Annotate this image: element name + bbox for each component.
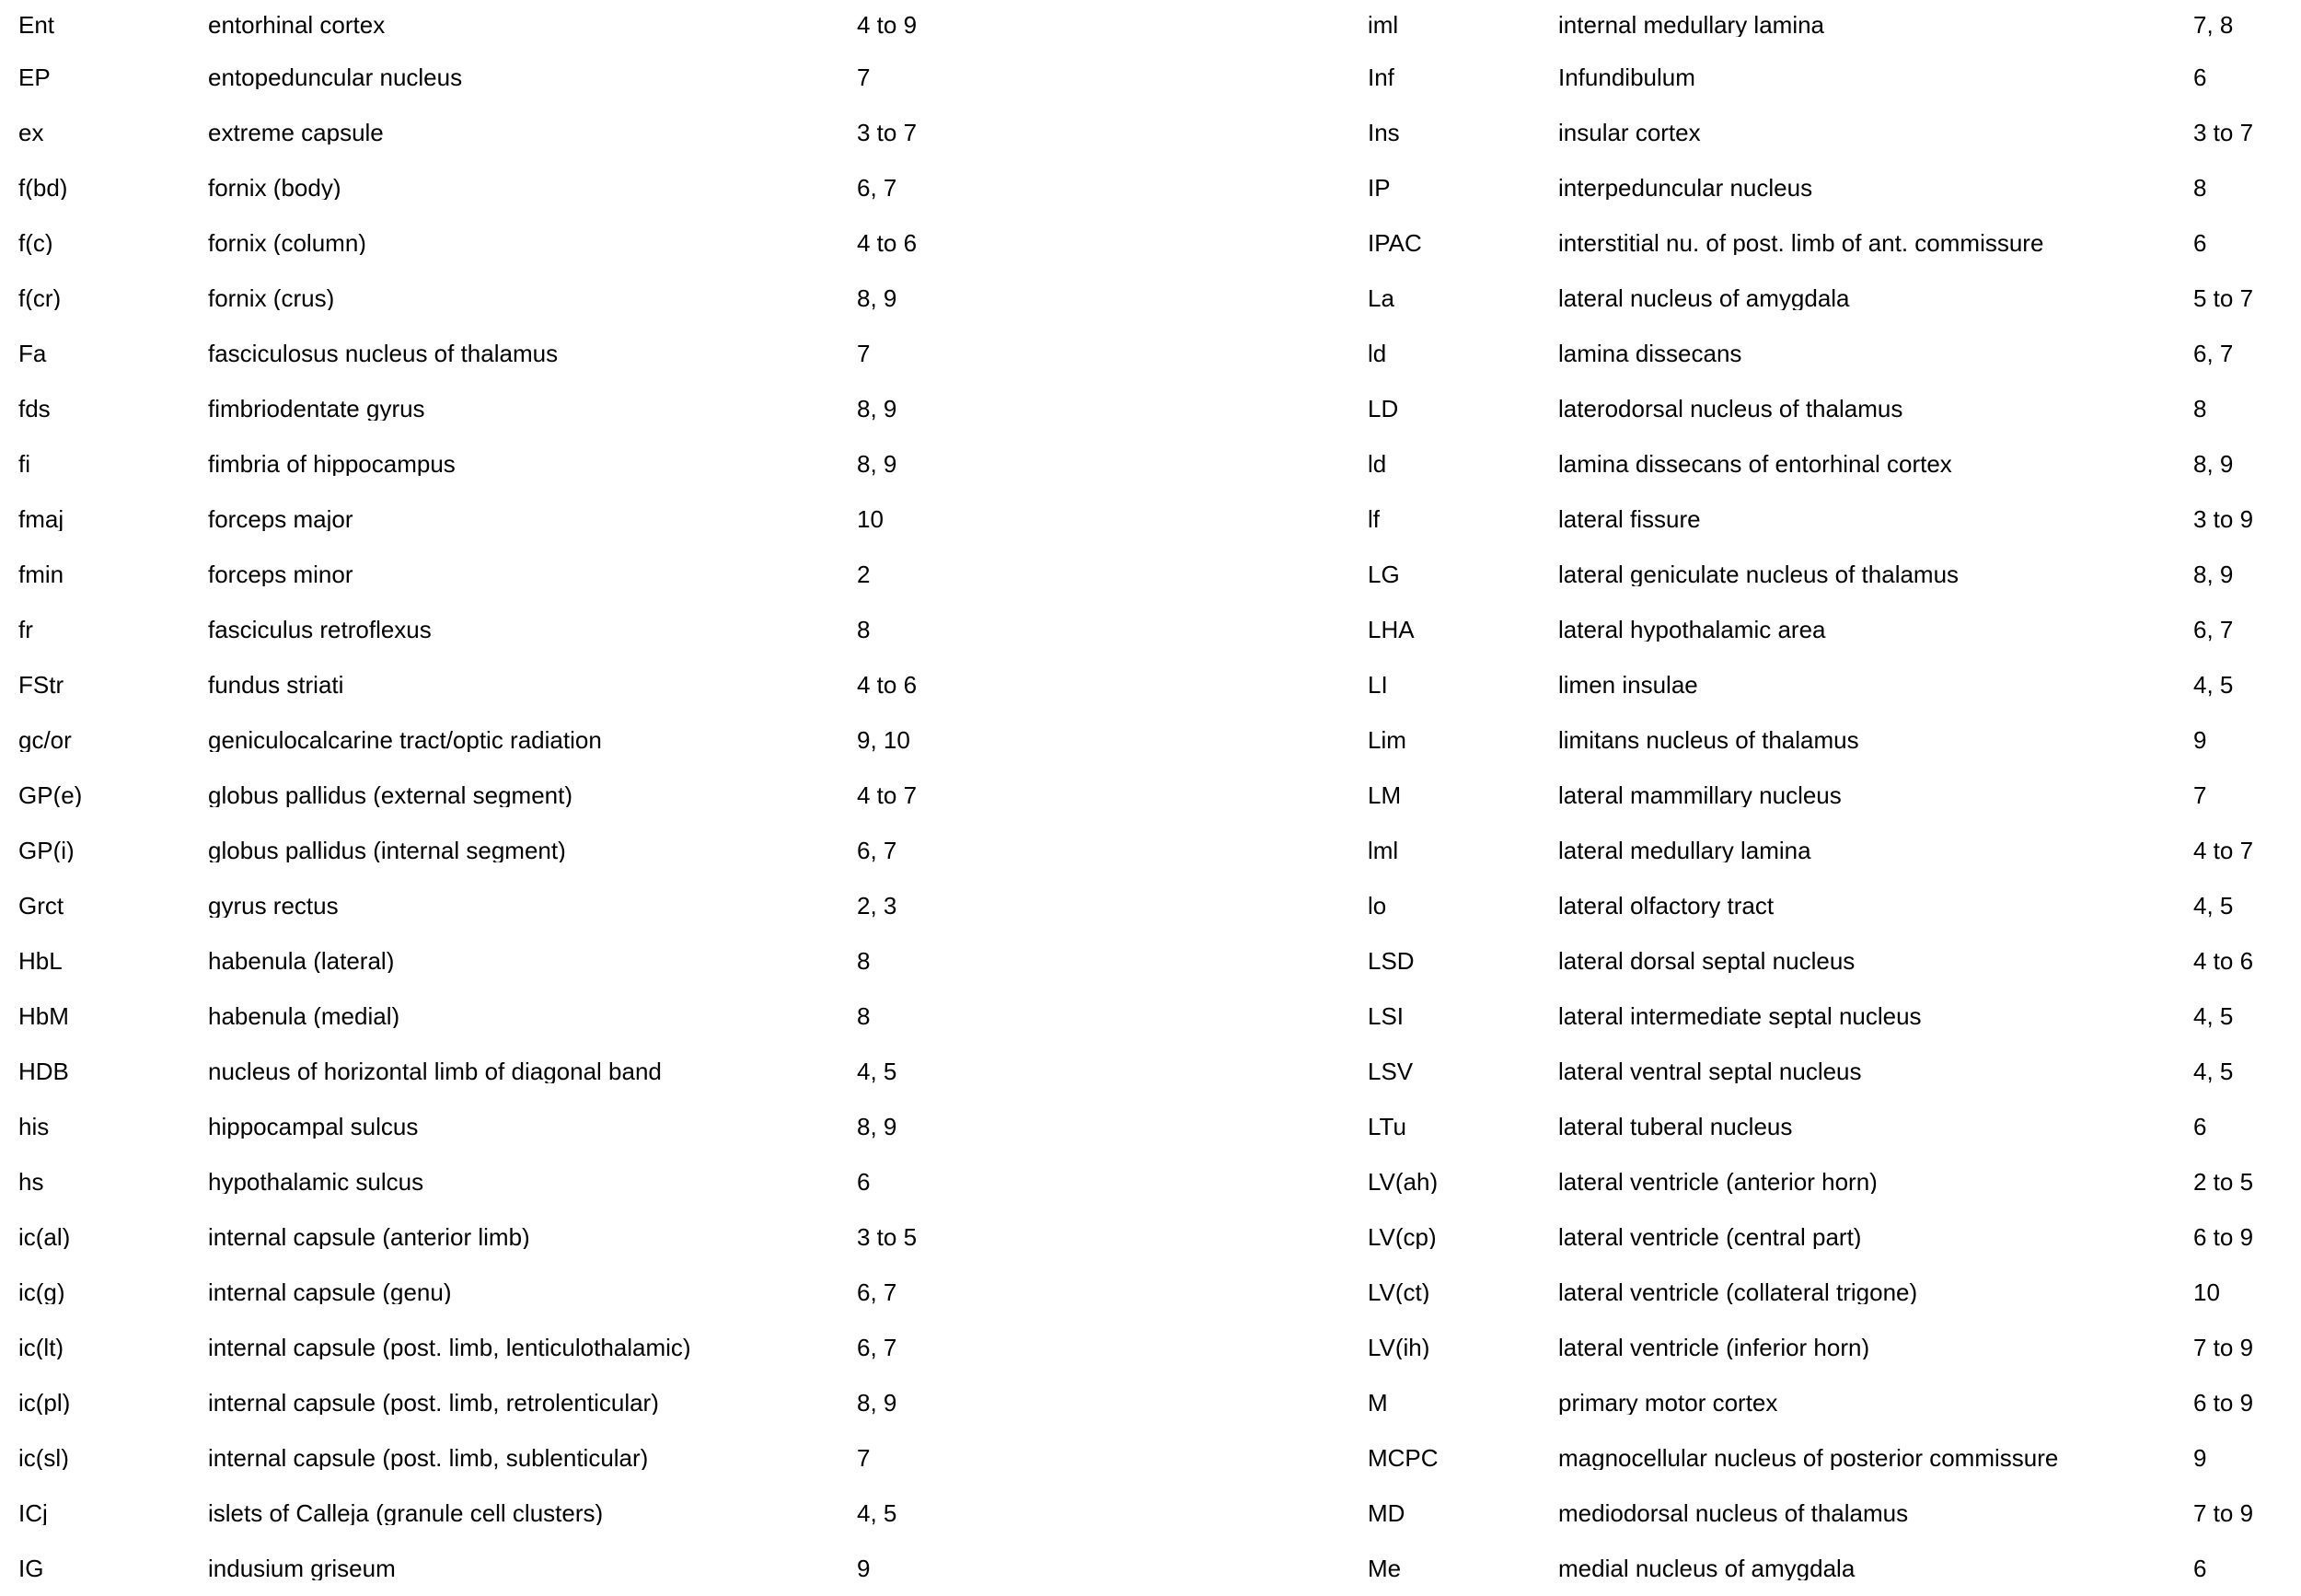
plates-cell: 8: [2193, 176, 2207, 200]
plates-cell: 6, 7: [2193, 341, 2234, 365]
abbreviation-cell: LTu: [1368, 1115, 1406, 1139]
abbreviation-cell: lml: [1368, 838, 1399, 862]
structure-name-cell: fimbriodentate gyrus: [208, 397, 425, 421]
structure-name-cell: lamina dissecans: [1558, 341, 1742, 365]
plates-cell: 4, 5: [857, 1501, 897, 1525]
abbreviation-cell: fmaj: [18, 507, 64, 531]
structure-name-cell: forceps major: [208, 507, 353, 531]
table-row: [18, 105, 1086, 160]
plates-cell: 6 to 9: [2193, 1391, 2254, 1415]
abbreviation-cell: FStr: [18, 673, 64, 697]
plates-cell: 4 to 7: [2193, 838, 2254, 862]
structure-name-cell: interpeduncular nucleus: [1558, 176, 1813, 200]
plates-cell: 3 to 9: [2193, 507, 2254, 531]
abbreviation-cell: Grct: [18, 894, 64, 918]
structure-name-cell: internal capsule (post. limb, retrolenticular): [208, 1391, 659, 1415]
table-row: [1368, 492, 2288, 547]
abbreviation-cell: fds: [18, 397, 51, 421]
plates-cell: 3 to 7: [2193, 121, 2254, 145]
structure-name-cell: mediodorsal nucleus of thalamus: [1558, 1501, 1909, 1525]
plates-cell: 6: [2193, 231, 2207, 255]
structure-name-cell: lateral fissure: [1558, 507, 1701, 531]
abbreviation-cell: LSV: [1368, 1059, 1414, 1083]
abbreviation-cell: gc/or: [18, 728, 72, 752]
plates-cell: 4 to 7: [857, 783, 918, 807]
plates-cell: 4, 5: [2193, 1004, 2234, 1028]
table-row: [18, 768, 1086, 823]
structure-name-cell: habenula (medial): [208, 1004, 400, 1028]
table-row: [1368, 1320, 2288, 1375]
structure-name-cell: entopeduncular nucleus: [208, 65, 463, 89]
abbreviation-cell: IG: [18, 1556, 44, 1580]
table-row: [1368, 1541, 2288, 1596]
abbreviation-cell: ex: [18, 121, 44, 145]
structure-name-cell: lateral hypothalamic area: [1558, 618, 1826, 642]
table-row: [18, 381, 1086, 436]
structure-name-cell: gyrus rectus: [208, 894, 339, 918]
structure-name-cell: fimbria of hippocampus: [208, 452, 456, 476]
structure-name-cell: lateral nucleus of amygdala: [1558, 286, 1850, 310]
abbreviation-cell: LHA: [1368, 618, 1415, 642]
plates-cell: 4, 5: [2193, 673, 2234, 697]
plates-cell: 7 to 9: [2193, 1501, 2254, 1525]
plates-cell: 8: [2193, 397, 2207, 421]
abbreviation-cell: iml: [1368, 13, 1399, 37]
table-row: [1368, 657, 2288, 712]
plates-cell: 8, 9: [857, 397, 897, 421]
plates-cell: 7, 8: [2193, 13, 2234, 37]
abbreviation-cell: Ins: [1368, 121, 1400, 145]
structure-name-cell: habenula (lateral): [208, 949, 395, 973]
plates-cell: 6, 7: [857, 1336, 897, 1359]
plates-cell: 6: [857, 1170, 871, 1194]
structure-name-cell: internal capsule (anterior limb): [208, 1225, 530, 1249]
table-row: [1368, 547, 2288, 602]
abbreviation-cell: LSI: [1368, 1004, 1405, 1028]
table-row: [1368, 602, 2288, 657]
table-row: [1368, 989, 2288, 1044]
abbreviation-cell: IP: [1368, 176, 1391, 200]
plates-cell: 4 to 6: [857, 673, 918, 697]
table-row: [18, 326, 1086, 381]
table-row: [1368, 1154, 2288, 1209]
abbreviation-cell: f(bd): [18, 176, 68, 200]
table-row: [18, 933, 1086, 989]
abbreviation-cell: GP(e): [18, 783, 83, 807]
table-row: [1368, 1209, 2288, 1265]
structure-name-cell: lateral dorsal septal nucleus: [1558, 949, 1856, 973]
abbreviation-cell: La: [1368, 286, 1394, 310]
abbreviation-cell: HDB: [18, 1059, 69, 1083]
abbreviation-cell: LG: [1368, 562, 1400, 586]
table-row: [18, 1044, 1086, 1099]
table-row: [18, 1486, 1086, 1541]
table-row: [18, 989, 1086, 1044]
abbreviation-cell: HbM: [18, 1004, 69, 1028]
abbreviation-cell: f(cr): [18, 286, 62, 310]
plates-cell: 8, 9: [857, 286, 897, 310]
table-row: [1368, 215, 2288, 271]
abbreviation-cell: ic(g): [18, 1280, 65, 1304]
plates-cell: 7: [857, 65, 871, 89]
structure-name-cell: internal medullary lamina: [1558, 13, 1825, 37]
plates-cell: 7: [857, 1446, 871, 1470]
abbreviation-cell: ic(lt): [18, 1336, 64, 1359]
table-row: [1368, 712, 2288, 768]
table-row: [1368, 1375, 2288, 1430]
abbreviation-cell: fmin: [18, 562, 64, 586]
plates-cell: 6: [2193, 65, 2207, 89]
plates-cell: 8, 9: [857, 1115, 897, 1139]
abbreviation-cell: LI: [1368, 673, 1388, 697]
abbreviation-cell: LV(ct): [1368, 1280, 1430, 1304]
plates-cell: 4, 5: [857, 1059, 897, 1083]
structure-name-cell: forceps minor: [208, 562, 353, 586]
table-row: [1368, 1486, 2288, 1541]
abbreviation-cell: GP(i): [18, 838, 75, 862]
structure-name-cell: lateral tuberal nucleus: [1558, 1115, 1793, 1139]
plates-cell: 3 to 7: [857, 121, 918, 145]
structure-name-cell: internal capsule (post. limb, lenticulothalamic): [208, 1336, 691, 1359]
table-row: [1368, 436, 2288, 492]
structure-name-cell: lateral intermediate septal nucleus: [1558, 1004, 1922, 1028]
structure-name-cell: lamina dissecans of entorhinal cortex: [1558, 452, 1952, 476]
structure-name-cell: hippocampal sulcus: [208, 1115, 419, 1139]
plates-cell: 7: [2193, 783, 2207, 807]
plates-cell: 2 to 5: [2193, 1170, 2254, 1194]
structure-name-cell: fornix (body): [208, 176, 341, 200]
abbreviation-cell: Fa: [18, 341, 47, 365]
structure-name-cell: lateral olfactory tract: [1558, 894, 1775, 918]
structure-name-cell: interstitial nu. of post. limb of ant. commissure: [1558, 231, 2044, 255]
plates-cell: 8: [857, 1004, 871, 1028]
table-row: [1368, 105, 2288, 160]
abbreviation-cell: fr: [18, 618, 33, 642]
table-row: [18, 1320, 1086, 1375]
abbreviation-cell: hs: [18, 1170, 44, 1194]
abbreviation-cell: LM: [1368, 783, 1402, 807]
table-row: [18, 215, 1086, 271]
plates-cell: 9: [857, 1556, 871, 1580]
table-row: [18, 1265, 1086, 1320]
table-row: [18, 602, 1086, 657]
abbreviation-cell: HbL: [18, 949, 63, 973]
table-row: [1368, 1265, 2288, 1320]
structure-name-cell: geniculocalcarine tract/optic radiation: [208, 728, 602, 752]
plates-cell: 3 to 5: [857, 1225, 918, 1249]
table-row: [18, 1430, 1086, 1486]
table-row: [1368, 1430, 2288, 1486]
abbreviation-cell: LSD: [1368, 949, 1415, 973]
abbreviation-cell: LV(ah): [1368, 1170, 1439, 1194]
structure-name-cell: lateral medullary lamina: [1558, 838, 1811, 862]
table-row: [18, 271, 1086, 326]
table-row: [18, 160, 1086, 215]
plates-cell: 4, 5: [2193, 1059, 2234, 1083]
structure-name-cell: globus pallidus (external segment): [208, 783, 572, 807]
plates-cell: 6, 7: [2193, 618, 2234, 642]
table-row: [18, 436, 1086, 492]
abbreviation-cell: MD: [1368, 1501, 1405, 1525]
structure-name-cell: lateral ventricle (central part): [1558, 1225, 1862, 1249]
table-row: [1368, 271, 2288, 326]
structure-name-cell: globus pallidus (internal segment): [208, 838, 566, 862]
plates-cell: 7: [857, 341, 871, 365]
plates-cell: 7 to 9: [2193, 1336, 2254, 1359]
structure-name-cell: internal capsule (genu): [208, 1280, 452, 1304]
table-row: [1368, 50, 2288, 105]
table-row: [18, 547, 1086, 602]
abbreviation-cell: LD: [1368, 397, 1399, 421]
structure-name-cell: laterodorsal nucleus of thalamus: [1558, 397, 1903, 421]
plates-cell: 2: [857, 562, 871, 586]
structure-name-cell: medial nucleus of amygdala: [1558, 1556, 1856, 1580]
abbreviation-cell: MCPC: [1368, 1446, 1439, 1470]
abbreviation-cell: ic(pl): [18, 1391, 71, 1415]
table-row: [1368, 823, 2288, 878]
abbreviation-cell: f(c): [18, 231, 53, 255]
plates-cell: 8: [857, 618, 871, 642]
plates-cell: 5 to 7: [2193, 286, 2254, 310]
structure-name-cell: Infundibulum: [1558, 65, 1695, 89]
structure-name-cell: fasciculosus nucleus of thalamus: [208, 341, 559, 365]
abbreviation-cell: ICj: [18, 1501, 48, 1525]
plates-cell: 4 to 9: [857, 13, 918, 37]
abbreviation-cell: IPAC: [1368, 231, 1422, 255]
abbreviation-cell: Lim: [1368, 728, 1406, 752]
structure-name-cell: islets of Calleja (granule cell clusters): [208, 1501, 604, 1525]
plates-cell: 6: [2193, 1556, 2207, 1580]
structure-name-cell: lateral ventral septal nucleus: [1558, 1059, 1862, 1083]
abbreviation-cell: ld: [1368, 341, 1387, 365]
structure-name-cell: lateral geniculate nucleus of thalamus: [1558, 562, 1960, 586]
structure-name-cell: entorhinal cortex: [208, 13, 386, 37]
table-row: [18, 1099, 1086, 1154]
structure-name-cell: limen insulae: [1558, 673, 1698, 697]
table-row: [18, 1375, 1086, 1430]
structure-name-cell: fornix (column): [208, 231, 366, 255]
table-row: [1368, 768, 2288, 823]
abbreviation-cell: EP: [18, 65, 51, 89]
structure-name-cell: insular cortex: [1558, 121, 1701, 145]
abbreviation-table-right: [1368, 0, 2288, 1596]
structure-name-cell: lateral mammillary nucleus: [1558, 783, 1842, 807]
structure-name-cell: indusium griseum: [208, 1556, 396, 1580]
structure-name-cell: primary motor cortex: [1558, 1391, 1778, 1415]
abbreviation-cell: lo: [1368, 894, 1387, 918]
abbreviation-cell: his: [18, 1115, 50, 1139]
plates-cell: 9: [2193, 1446, 2207, 1470]
table-row: [1368, 1044, 2288, 1099]
table-row: [1368, 933, 2288, 989]
table-row: [18, 492, 1086, 547]
plates-cell: 4 to 6: [857, 231, 918, 255]
table-row: [18, 50, 1086, 105]
plates-cell: 4, 5: [2193, 894, 2234, 918]
plates-cell: 6 to 9: [2193, 1225, 2254, 1249]
table-row: [1368, 326, 2288, 381]
plates-cell: 10: [2193, 1280, 2220, 1304]
structure-name-cell: extreme capsule: [208, 121, 384, 145]
table-row: [1368, 381, 2288, 436]
table-row: [1368, 160, 2288, 215]
table-row: [18, 878, 1086, 933]
abbreviation-cell: LV(ih): [1368, 1336, 1430, 1359]
table-row: [18, 0, 1086, 50]
abbreviation-cell: Me: [1368, 1556, 1402, 1580]
plates-cell: 8, 9: [857, 1391, 897, 1415]
structure-name-cell: lateral ventricle (inferior horn): [1558, 1336, 1870, 1359]
plates-cell: 6, 7: [857, 1280, 897, 1304]
abbreviation-cell: lf: [1368, 507, 1380, 531]
table-row: [18, 823, 1086, 878]
plates-cell: 8, 9: [2193, 452, 2234, 476]
plates-cell: 6, 7: [857, 176, 897, 200]
structure-name-cell: limitans nucleus of thalamus: [1558, 728, 1859, 752]
table-row: [1368, 878, 2288, 933]
structure-name-cell: fasciculus retroflexus: [208, 618, 432, 642]
table-row: [18, 1541, 1086, 1596]
structure-name-cell: fundus striati: [208, 673, 344, 697]
structure-name-cell: nucleus of horizontal limb of diagonal band: [208, 1059, 662, 1083]
abbreviation-cell: M: [1368, 1391, 1388, 1415]
plates-cell: 6: [2193, 1115, 2207, 1139]
table-row: [1368, 0, 2288, 50]
abbreviation-cell: fi: [18, 452, 30, 476]
plates-cell: 9, 10: [857, 728, 910, 752]
plates-cell: 2, 3: [857, 894, 897, 918]
table-row: [18, 1209, 1086, 1265]
abbreviation-cell: ld: [1368, 452, 1387, 476]
abbreviation-cell: ic(al): [18, 1225, 71, 1249]
plates-cell: 8, 9: [2193, 562, 2234, 586]
structure-name-cell: hypothalamic sulcus: [208, 1170, 424, 1194]
abbreviation-cell: Inf: [1368, 65, 1394, 89]
table-row: [18, 712, 1086, 768]
structure-name-cell: lateral ventricle (collateral trigone): [1558, 1280, 1918, 1304]
table-row: [1368, 1099, 2288, 1154]
structure-name-cell: lateral ventricle (anterior horn): [1558, 1170, 1878, 1194]
table-row: [18, 1154, 1086, 1209]
plates-cell: 8, 9: [857, 452, 897, 476]
plates-cell: 4 to 6: [2193, 949, 2254, 973]
abbreviation-table-left: [18, 0, 1086, 1596]
structure-name-cell: magnocellular nucleus of posterior commissure: [1558, 1446, 2059, 1470]
plates-cell: 8: [857, 949, 871, 973]
plates-cell: 6, 7: [857, 838, 897, 862]
abbreviation-cell: LV(cp): [1368, 1225, 1437, 1249]
structure-name-cell: fornix (crus): [208, 286, 335, 310]
structure-name-cell: internal capsule (post. limb, sublenticular): [208, 1446, 649, 1470]
table-row: [18, 657, 1086, 712]
abbreviation-cell: ic(sl): [18, 1446, 69, 1470]
abbreviation-cell: Ent: [18, 13, 55, 37]
plates-cell: 9: [2193, 728, 2207, 752]
plates-cell: 10: [857, 507, 884, 531]
